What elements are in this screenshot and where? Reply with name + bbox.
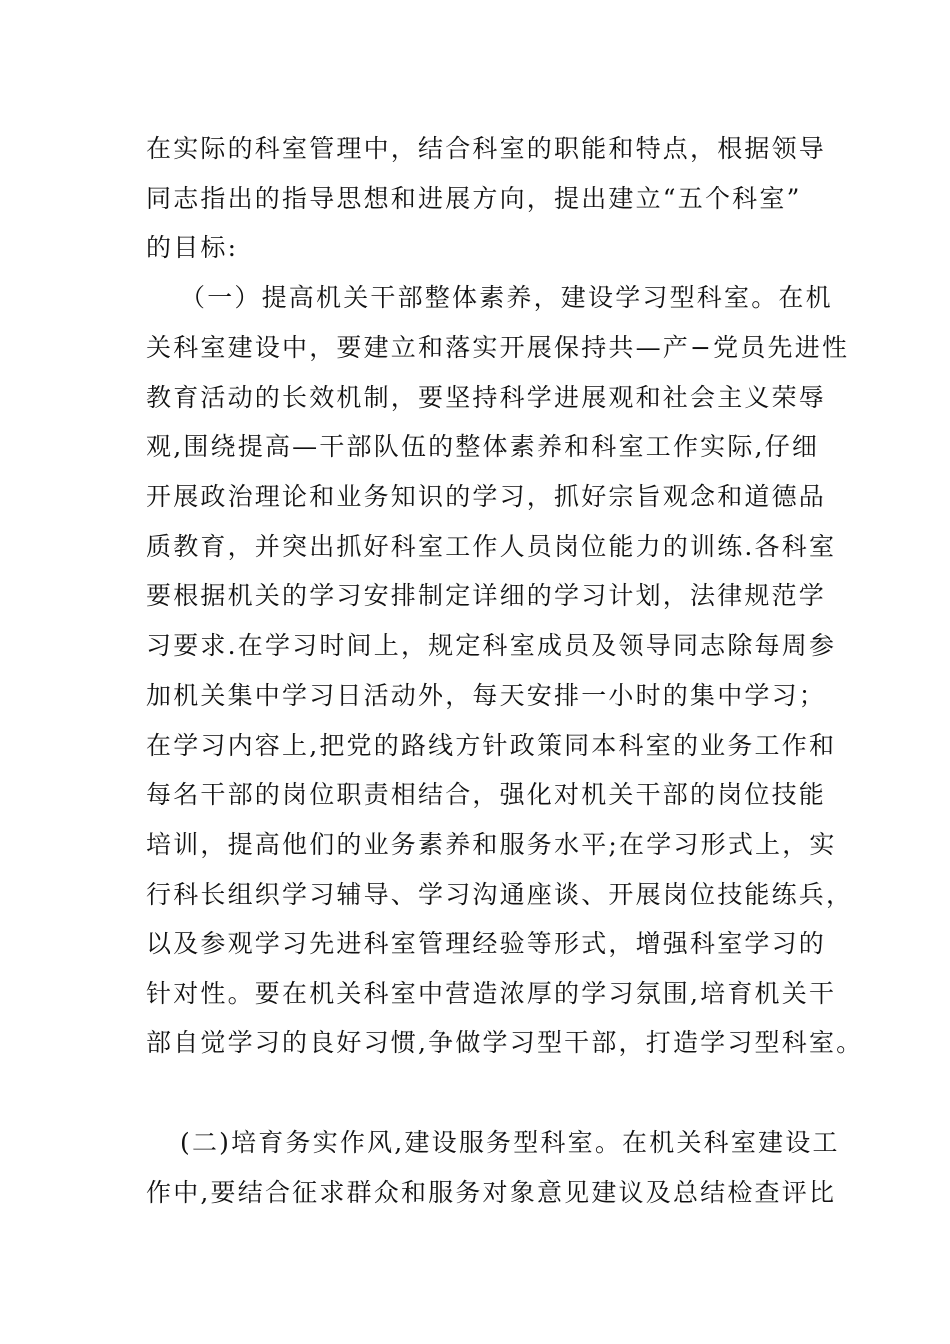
text-line: 加机关集中学习日活动外，每天安排一小时的集中学习； — [146, 681, 827, 710]
section-heading-1: （一）提高机关干部整体素养，建设学习型科室。在机 — [180, 283, 833, 312]
text-line: 部自觉学习的良好习惯,争做学习型干部，打造学习型科室。 — [146, 1028, 864, 1057]
text-line: 开展政治理论和业务知识的学习，抓好宗旨观念和道德品 — [146, 482, 827, 511]
text-line: 针对性。要在机关科室中营造浓厚的学习氛围,培育机关干 — [146, 979, 837, 1008]
text-line: 在实际的科室管理中，结合科室的职能和特点，根据领导 — [146, 134, 827, 163]
text-line: 培训，提高他们的业务素养和服务水平;在学习形式上，实 — [146, 830, 837, 859]
text-line: 作中,要结合征求群众和服务对象意见建议及总结检查评比 — [146, 1178, 837, 1207]
text-line: 行科长组织学习辅导、学习沟通座谈、开展岗位技能练兵， — [146, 880, 854, 909]
text-line: 每名干部的岗位职责相结合，强化对机关干部的岗位技能 — [146, 780, 827, 809]
text-line: 习要求.在学习时间上，规定科室成员及领导同志除每周参 — [146, 631, 837, 660]
text-line: 以及参观学习先进科室管理经验等形式，增强科室学习的 — [146, 929, 827, 958]
text-line: 的目标: — [146, 233, 239, 262]
section-heading-2: (二)培育务实作风,建设服务型科室。在机关科室建设工 — [180, 1128, 840, 1157]
text-line: 同志指出的指导思想和进展方向，提出建立“五个科室” — [146, 184, 802, 213]
text-line: 质教育，并突出抓好科室工作人员岗位能力的训练.各科室 — [146, 532, 837, 561]
text-line: 要根据机关的学习安排制定详细的学习计划，法律规范学 — [146, 581, 827, 610]
text-line: 在学习内容上,把党的路线方针政策同本科室的业务工作和 — [146, 731, 837, 760]
text-line: 关科室建设中，要建立和落实开展保持共—产−党员先进性 — [146, 333, 850, 362]
text-line: 教育活动的长效机制，要坚持科学进展观和社会主义荣辱 — [146, 383, 827, 412]
text-line: 观,围绕提高—干部队伍的整体素养和科室工作实际,仔细 — [146, 432, 820, 461]
